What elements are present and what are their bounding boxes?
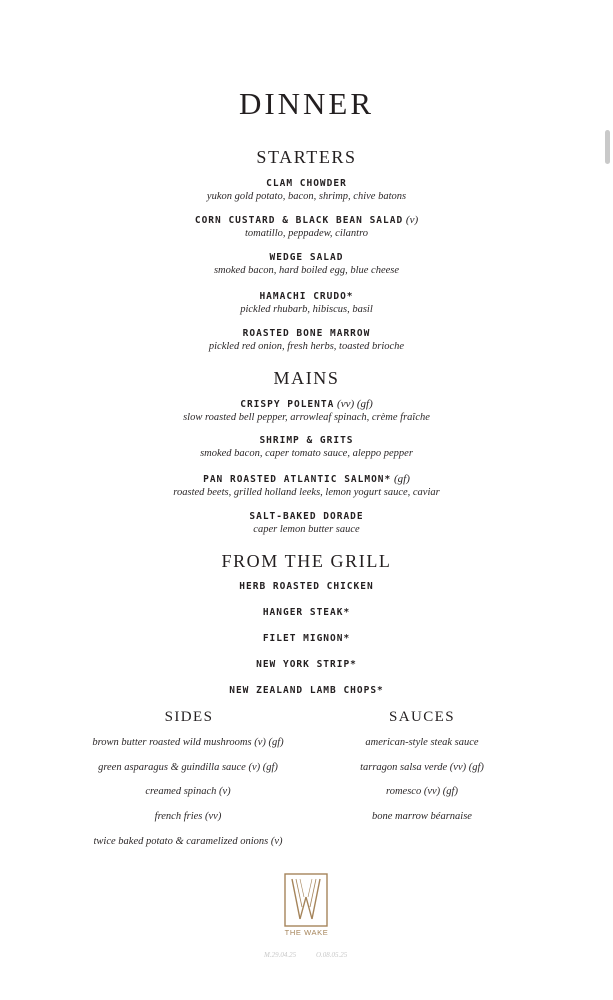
dish-description: slow roasted bell pepper, arrowleaf spinach, crème fraîche xyxy=(183,412,430,423)
sides-heading: SIDES xyxy=(164,709,214,725)
menu-item xyxy=(0,434,613,460)
dish-name: ROASTED BONE MARROW xyxy=(242,328,371,339)
sauces-heading: SAUCES xyxy=(389,709,455,725)
dish-name: HERB ROASTED CHICKEN xyxy=(239,581,374,592)
section-mains-heading: MAINS xyxy=(273,368,340,388)
section-grill-heading: FROM THE GRILL xyxy=(221,551,392,571)
dish-name: CLAM CHOWDER xyxy=(266,178,347,189)
menu-item xyxy=(0,510,613,536)
side-item: green asparagus & guindilla sauce (v) (gf) xyxy=(98,762,278,773)
menu-item xyxy=(0,473,613,499)
dish-name: HANGER STEAK* xyxy=(262,607,351,618)
side-item: twice baked potato & caramelized onions (v) xyxy=(93,836,283,847)
menu-item xyxy=(0,251,613,277)
dish-name: SALT-BAKED DORADE xyxy=(249,511,364,522)
side-item: brown butter roasted wild mushrooms (v) (gf) xyxy=(92,737,284,748)
side-item: french fries (vv) xyxy=(154,811,222,822)
menu-item xyxy=(0,214,613,240)
grill-item xyxy=(0,632,613,645)
grill-item xyxy=(0,580,613,593)
dish-description: pickled rhubarb, hibiscus, basil xyxy=(240,304,373,315)
menu-item xyxy=(0,290,613,316)
brand-name: THE WAKE xyxy=(284,928,329,937)
menu-item xyxy=(0,327,613,353)
section-starters-heading: STARTERS xyxy=(256,147,357,167)
dish-name: SHRIMP & GRITS xyxy=(259,435,354,446)
grill-item xyxy=(0,658,613,671)
dish-name: NEW ZEALAND LAMB CHOPS* xyxy=(229,685,384,696)
dish-name: HAMACHI CRUDO* xyxy=(259,291,354,302)
grill-item xyxy=(0,606,613,619)
dish-description: roasted beets, grilled holland leeks, lemon yogurt sauce, caviar xyxy=(173,487,440,498)
sauce-item: romesco (vv) (gf) xyxy=(386,786,458,797)
dish-name: PAN ROASTED ATLANTIC SALMON* (gf) xyxy=(203,473,410,485)
dish-description: smoked bacon, hard boiled egg, blue cheese xyxy=(213,265,400,276)
revision-stamp-left: M.29.04.25 xyxy=(264,951,297,959)
dish-name: WEDGE SALAD xyxy=(269,252,344,263)
dish-name: CORN CUSTARD & BLACK BEAN SALAD (v) xyxy=(194,214,419,226)
dish-description: tomatillo, peppadew, cilantro xyxy=(244,228,369,239)
sauce-item: bone marrow béarnaise xyxy=(372,811,472,822)
grill-item xyxy=(0,684,613,697)
menu-title: DINNER xyxy=(238,86,375,121)
revision-stamp-right: O.08.05.25 xyxy=(316,951,348,959)
dish-name: CRISPY POLENTA (vv) (gf) xyxy=(240,398,373,410)
dish-description: yukon gold potato, bacon, shrimp, chive batons xyxy=(206,191,407,202)
dish-description: smoked bacon, caper tomato sauce, aleppo pepper xyxy=(200,448,413,459)
dish-name: NEW YORK STRIP* xyxy=(256,659,357,670)
sauce-item: american-style steak sauce xyxy=(365,737,479,748)
side-item: creamed spinach (v) xyxy=(145,786,231,797)
menu-item xyxy=(0,177,613,203)
menu-item xyxy=(0,398,613,424)
sauce-item: tarragon salsa verde (vv) (gf) xyxy=(360,762,484,773)
dish-name: FILET MIGNON* xyxy=(262,633,351,644)
dish-description: caper lemon butter sauce xyxy=(253,524,360,535)
dish-description: pickled red onion, fresh herbs, toasted brioche xyxy=(208,341,405,352)
